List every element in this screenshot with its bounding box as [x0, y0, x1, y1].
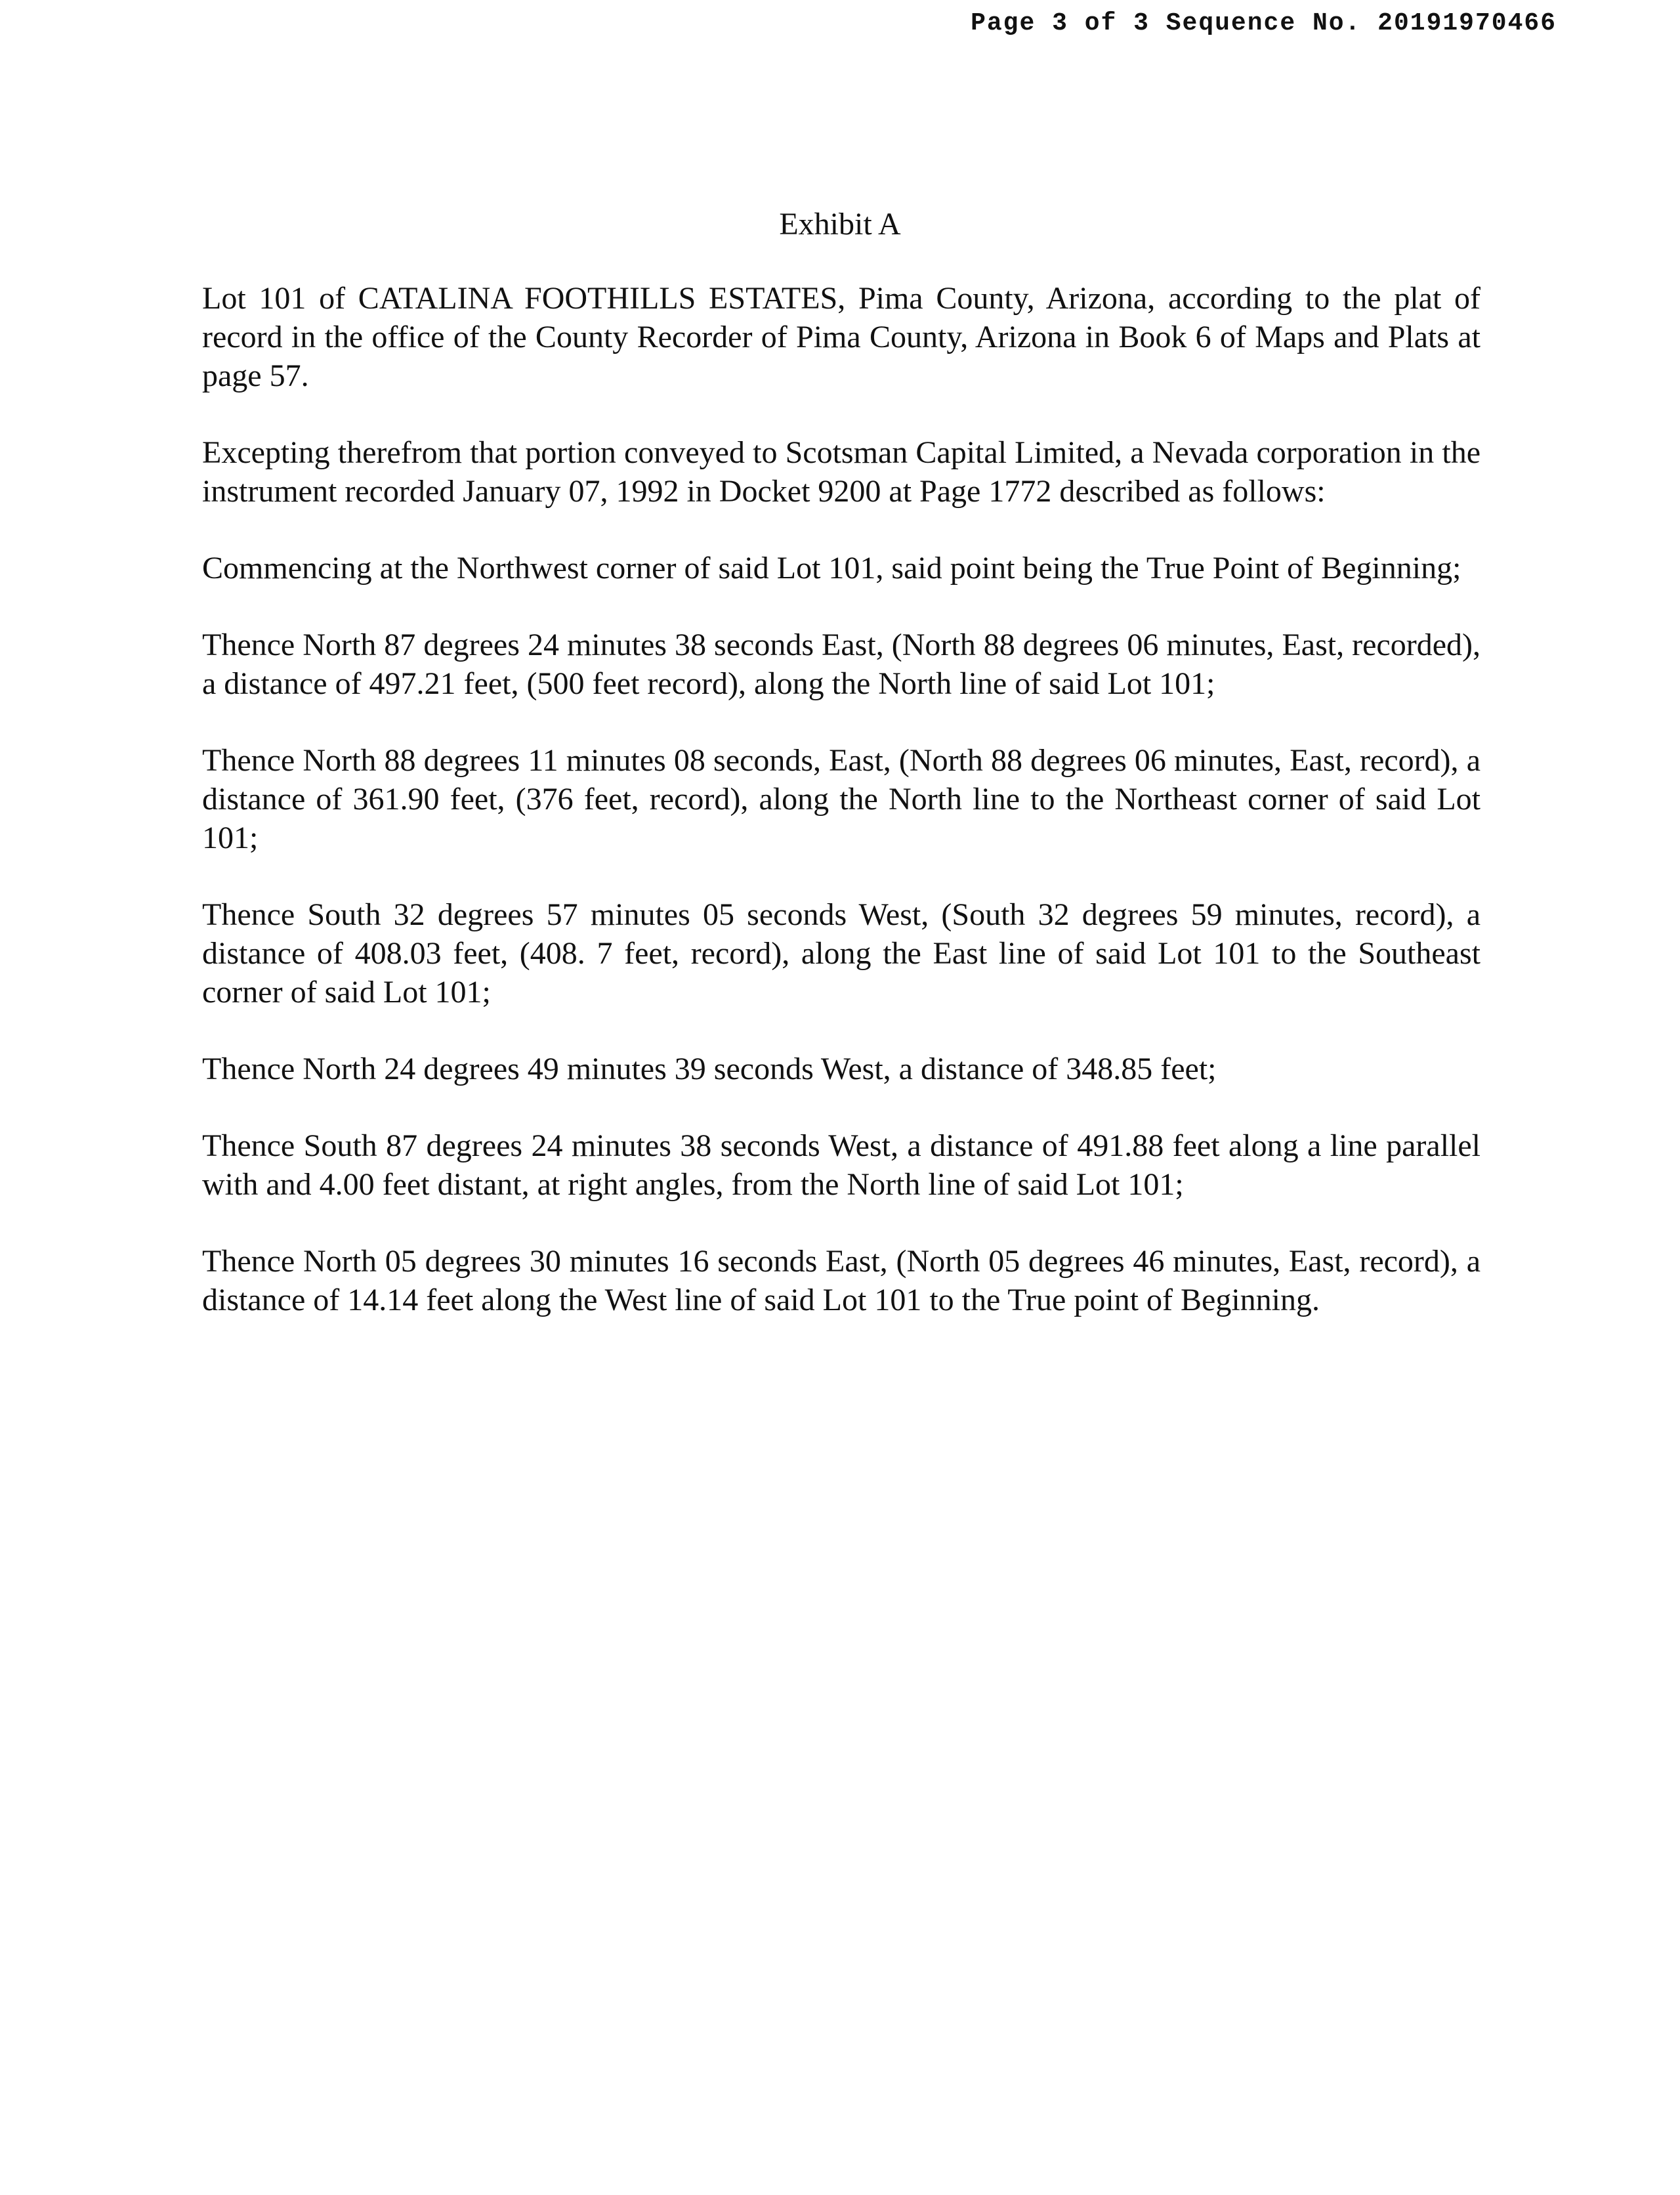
legal-description — [202, 279, 1480, 1357]
paragraph-lot-description: Lot 101 of CATALINA FOOTHILLS ESTATES, Pima County, Arizona, according to the plat of record in the office of the County Recorder of Pima County, Arizona in Book 6 of Maps and Plats at page 57. — [202, 281, 1480, 393]
paragraph-course-5: Thence South 87 degrees 24 minutes 38 seconds West, a distance of 491.88 feet along a line parallel with and 4.00 feet distant, at right angles, from the North line of said Lot 101; — [202, 1128, 1480, 1202]
paragraph-exception: Excepting therefrom that portion conveyed to Scotsman Capital Limited, a Nevada corporation in the instrument recorded January 07, 1992 in Docket 9200 at Page 1772 described as follows: — [202, 435, 1480, 509]
page-sequence-header: Page 3 of 3 Sequence No. 20191970466 — [971, 9, 1557, 37]
paragraph-course-4: Thence North 24 degrees 49 minutes 39 seconds West, a distance of 348.85 feet; — [202, 1052, 1217, 1086]
exhibit-title: Exhibit A — [779, 207, 901, 242]
paragraph-commencing: Commencing at the Northwest corner of said Lot 101, said point being the True Point of Beginning; — [202, 551, 1461, 586]
paragraph-course-3: Thence South 32 degrees 57 minutes 05 seconds West, (South 32 degrees 59 minutes, record), a distance of 408.03 feet, (408. 7 feet, record), along the East line of said Lot 101 to the Southeast corner of said Lot 101; — [202, 897, 1480, 1010]
paragraph-course-6: Thence North 05 degrees 30 minutes 16 seconds East, (North 05 degrees 46 minutes, East, record), a distance of 14.14 feet along the West line of said Lot 101 to the True point of Beginning. — [202, 1244, 1480, 1317]
paragraph-course-1: Thence North 87 degrees 24 minutes 38 seconds East, (North 88 degrees 06 minutes, East, recorded), a distance of 497.21 feet, (500 feet record), along the North line of said Lot 101; — [202, 628, 1480, 701]
paragraph-course-2: Thence North 88 degrees 11 minutes 08 seconds, East, (North 88 degrees 06 minutes, East, record), a distance of 361.90 feet, (376 feet, record), along the North line to the Northeast corner of said Lot 101; — [202, 743, 1480, 855]
